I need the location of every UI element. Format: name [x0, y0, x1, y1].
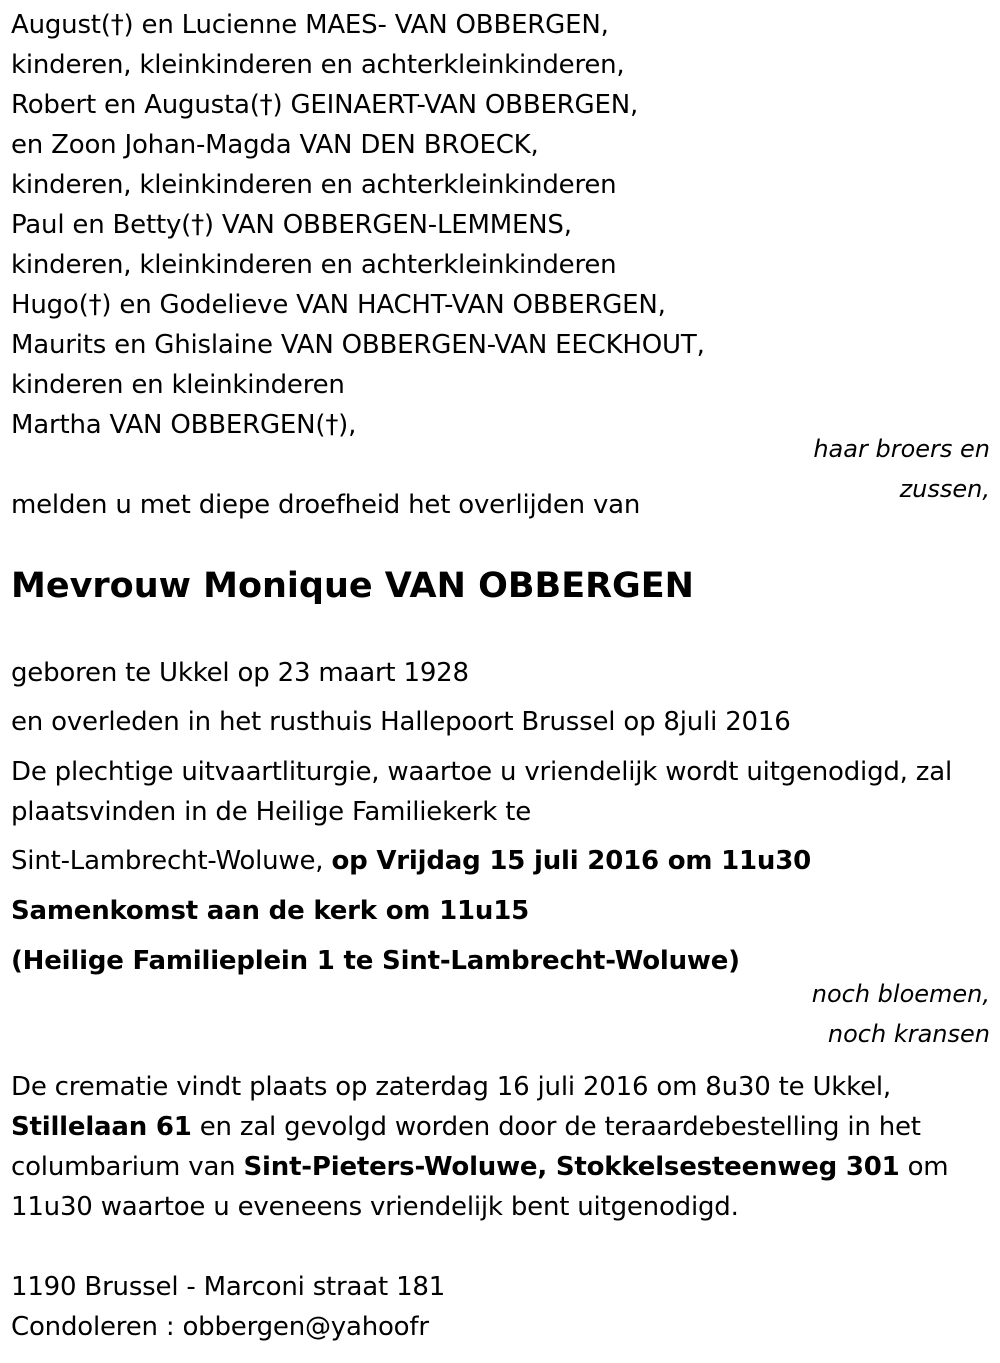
birth-info: geboren te Ukkel op 23 maart 1928 [11, 658, 469, 688]
ceremony-time: op Vrijdag 15 juli 2016 om 11u30 [331, 846, 811, 876]
cremation-text: om [899, 1152, 949, 1182]
family-line: kinderen, kleinkinderen en achterkleinkinderen [11, 170, 617, 200]
church-address: (Heilige Familieplein 1 te Sint-Lambrecht-Woluwe) [11, 946, 740, 976]
cremation-line [11, 1152, 948, 1182]
family-line: August(†) en Lucienne MAES- VAN OBBERGEN, [11, 10, 609, 40]
condolences-email[interactable]: Condoleren : obbergen@yahoofr [11, 1312, 429, 1342]
cremation-line: 11u30 waartoe u eveneens vriendelijk bent uitgenodigd. [11, 1192, 739, 1222]
family-line: kinderen en kleinkinderen [11, 370, 345, 400]
family-line: Paul en Betty(†) VAN OBBERGEN-LEMMENS, [11, 210, 572, 240]
relation-line: haar broers en [813, 435, 990, 463]
family-line: Robert en Augusta(†) GEINAERT-VAN OBBERGEN, [11, 90, 639, 120]
family-line: Martha VAN OBBERGEN(†), [11, 410, 357, 440]
announcement: melden u met diepe droefheid het overlijden van [11, 490, 641, 520]
family-line: kinderen, kleinkinderen en achterkleinkinderen, [11, 50, 625, 80]
flowers-note: noch kransen [827, 1020, 990, 1048]
flowers-note: noch bloemen, [811, 980, 990, 1008]
contact-address: 1190 Brussel - Marconi straat 181 [11, 1272, 446, 1302]
family-line: kinderen, kleinkinderen en achterkleinkinderen [11, 250, 617, 280]
columbarium-address: Sint-Pieters-Woluwe, Stokkelsesteenweg 301 [243, 1152, 900, 1182]
family-line: en Zoon Johan-Magda VAN DEN BROECK, [11, 130, 539, 160]
cremation-line: De crematie vindt plaats op zaterdag 16 juli 2016 om 8u30 te Ukkel, [11, 1072, 891, 1102]
family-line: Hugo(†) en Godelieve VAN HACHT-VAN OBBERGEN, [11, 290, 666, 320]
relation-line: zussen, [899, 475, 990, 503]
cremation-address: Stillelaan 61 [11, 1112, 192, 1142]
ceremony-place: Sint-Lambrecht-Woluwe, [11, 846, 324, 876]
ceremony-line: plaatsvinden in de Heilige Familiekerk te [11, 797, 532, 827]
deceased-name: Mevrouw Monique VAN OBBERGEN [11, 566, 694, 606]
death-info: en overleden in het rusthuis Hallepoort Brussel op 8juli 2016 [11, 707, 791, 737]
cremation-line [11, 1112, 921, 1142]
ceremony-line: De plechtige uitvaartliturgie, waartoe u vriendelijk wordt uitgenodigd, zal [11, 757, 953, 787]
family-line: Maurits en Ghislaine VAN OBBERGEN-VAN EECKHOUT, [11, 330, 705, 360]
cremation-text: en zal gevolgd worden door de teraardebestelling in het [191, 1112, 921, 1142]
gathering-info: Samenkomst aan de kerk om 11u15 [11, 896, 530, 926]
ceremony-place-time [11, 846, 811, 876]
cremation-text: columbarium van [11, 1152, 244, 1182]
